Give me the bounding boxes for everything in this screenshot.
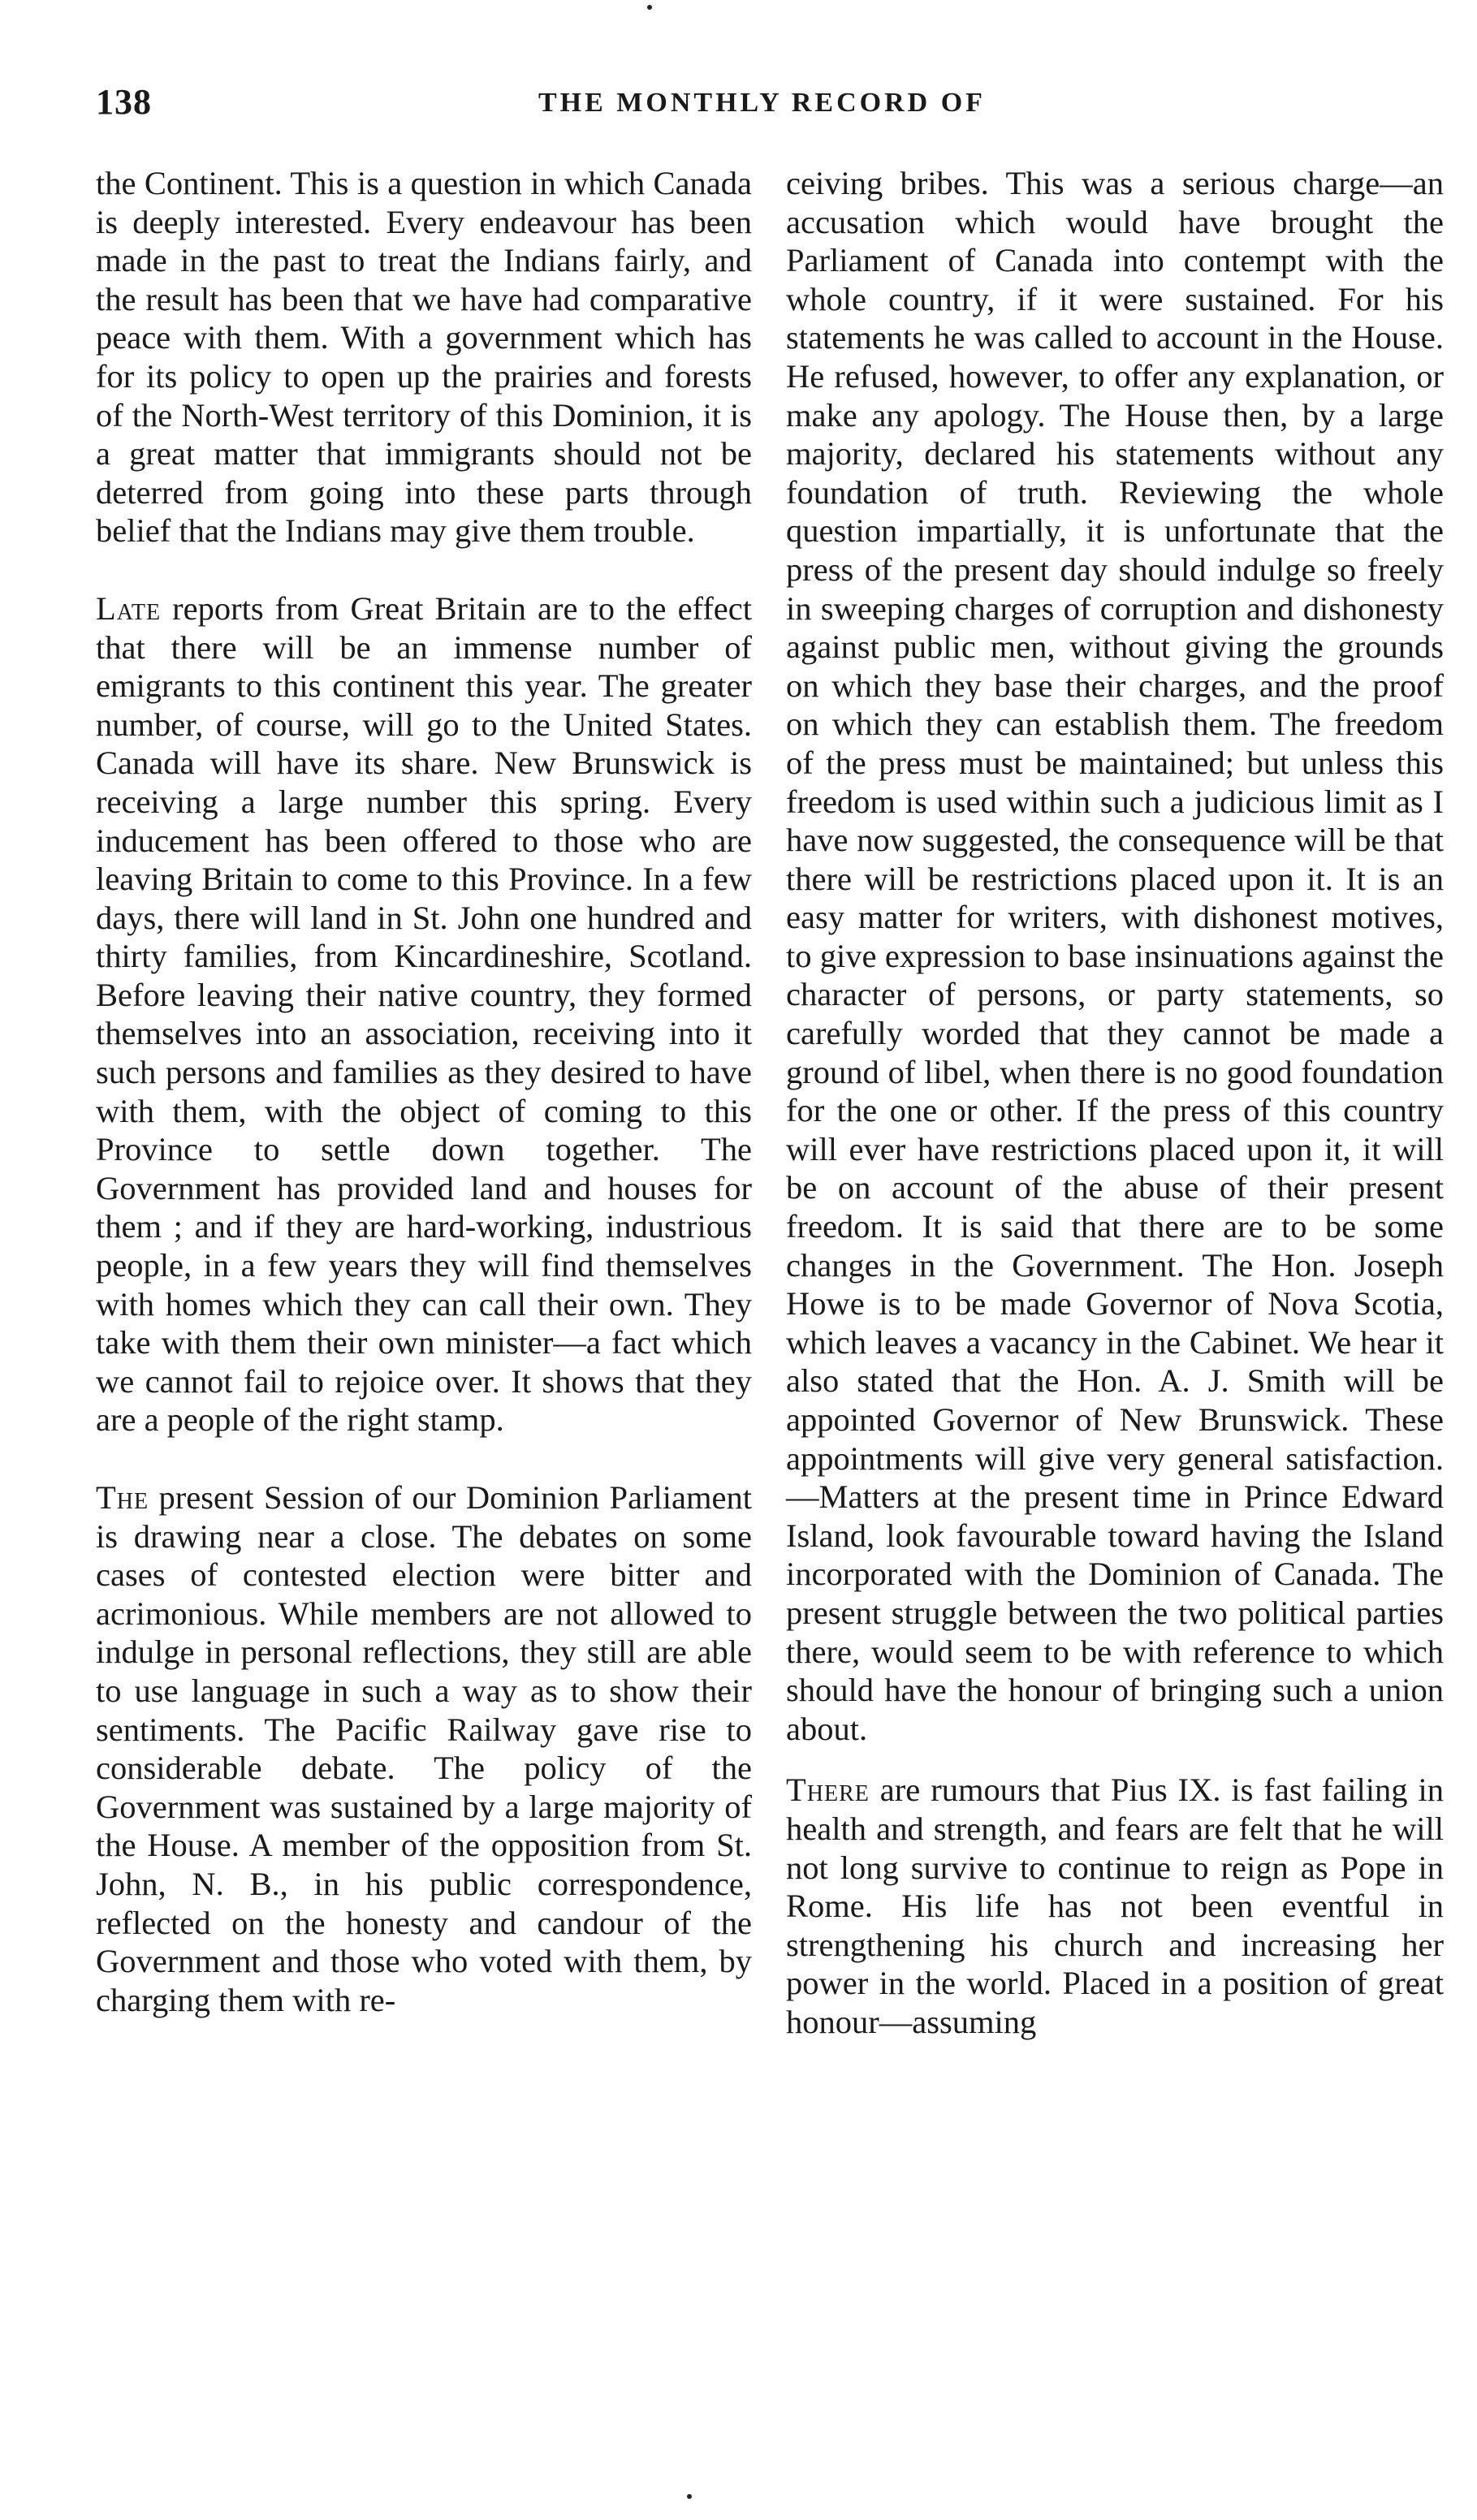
paragraph-lead-word: Late <box>96 589 162 627</box>
paragraph-parliament <box>96 1478 752 2019</box>
paragraph-lead-word: There <box>786 1771 870 1809</box>
paragraph-pius-ix <box>786 1771 1444 2041</box>
scan-speck-top <box>647 5 652 10</box>
page-number: 138 <box>96 82 152 122</box>
paragraph-lead-word: The <box>96 1479 149 1516</box>
paragraph-text: the Continent. This is a question in which Canada is deeply interested. Every endeavour has been made in the past to treat the Indians fairly, and the result has been that we have had comparative peace with them. With a government which has for its policy to open up the prairies and forests of the North-West territory of this Dominion, it is a great matter that immigrants should not be deterred from going into these parts through belief that the Indians may give them trouble. <box>96 165 752 550</box>
scan-speck-bottom <box>687 2494 692 2499</box>
paragraph-press-freedom <box>786 164 1444 1748</box>
paragraph-text: reports from Great Britain are to the effect that there will be an immense number of emigrants to this continent this year. The greater number, of course, will go to the United States. Canada will have its share. New Brunswick is receiving a large number this spring. Every inducement has been offered to those who are leaving Britain to come to this Province. In a few days, there will land in St. John one hundred and thirty families, from Kincardineshire, Scotland. Before leaving their native country, they formed themselves into an association, receiving into it such persons and families as they desired to have with them, with the object of coming to this Province to settle down together. The Government has provided land and houses for them ; and if they are hard-working, industrious people, in a few years they will find themselves with homes which they can call their own. They take with them their own minister—a fact which we cannot fail to rejoice over. It shows that they are a people of the right stamp. <box>96 589 752 1439</box>
right-column <box>786 164 1444 2042</box>
paragraph-emigrants <box>96 589 752 1439</box>
paragraph-text: ceiving bribes. This was a serious charge—an accusation which would have brought the Parliament of Canada into contempt with the whole country, if it were sustained. For his statements he was called to account in the House. He refused, however, to offer any explanation, or make any apology. The House then, by a large majority, declared his statements without any foundation of truth. Reviewing the whole question impartially, it is unfortunate that the press of the present day should indulge so freely in sweeping charges of corruption and dishonesty against public men, without giving the grounds on which they base their charges, and the proof on which they can establish them. The freedom of the press must be maintained; but unless this freedom is used within such a judicious limit as I have now suggested, the consequence will be that there will be restrictions placed upon it. It is an easy matter for writers, with dishonest motives, to give expression to base insinuations against the character of persons, or party statements, so carefully worded that they cannot be made a ground of libel, when there is no good foundation for the one or other. If the press of this country will ever have restrictions placed upon it, it will be on account of the abuse of their present freedom. It is said that there are to be some changes in the Government. The Hon. Joseph Howe is to be made Governor of Nova Scotia, which leaves a vacancy in the Cabinet. We hear it also stated that the Hon. A. J. Smith will be appointed Governor of New Brunswick. These appointments will give very general satisfaction.—Matters at the present time in Prince Edward Island, look favourable toward having the Island incorporated with the Dominion of Canada. The present struggle between the two political parties there, would seem to be with reference to which should have the honour of bringing such a union about. <box>786 165 1444 1747</box>
paragraph-indians <box>96 164 752 550</box>
left-column <box>96 164 752 2019</box>
paragraph-text: are rumours that Pius IX. is fast failing in health and strength, and fears are felt that he will not long survive to continue to reign as Pope in Rome. His life has not been eventful in strengthening his church and increasing her power in the world. Placed in a position of great honour—assuming <box>786 1771 1444 2040</box>
paragraph-text: present Session of our Dominion Parliament is drawing near a close. The debates on some cases of contested election were bitter and acrimonious. While members are not allowed to indulge in personal reflections, they still are able to use language in such a way as to show their sentiments. The Pacific Railway gave rise to considerable debate. The policy of the Government was sustained by a large majority of the House. A member of the opposition from St. John, N. B., in his public correspondence, reflected on the honesty and candour of the Government and those who voted with them, by charging them with re- <box>96 1479 752 2018</box>
running-head: THE MONTHLY RECORD OF <box>538 88 986 118</box>
page-header <box>96 81 1452 130</box>
